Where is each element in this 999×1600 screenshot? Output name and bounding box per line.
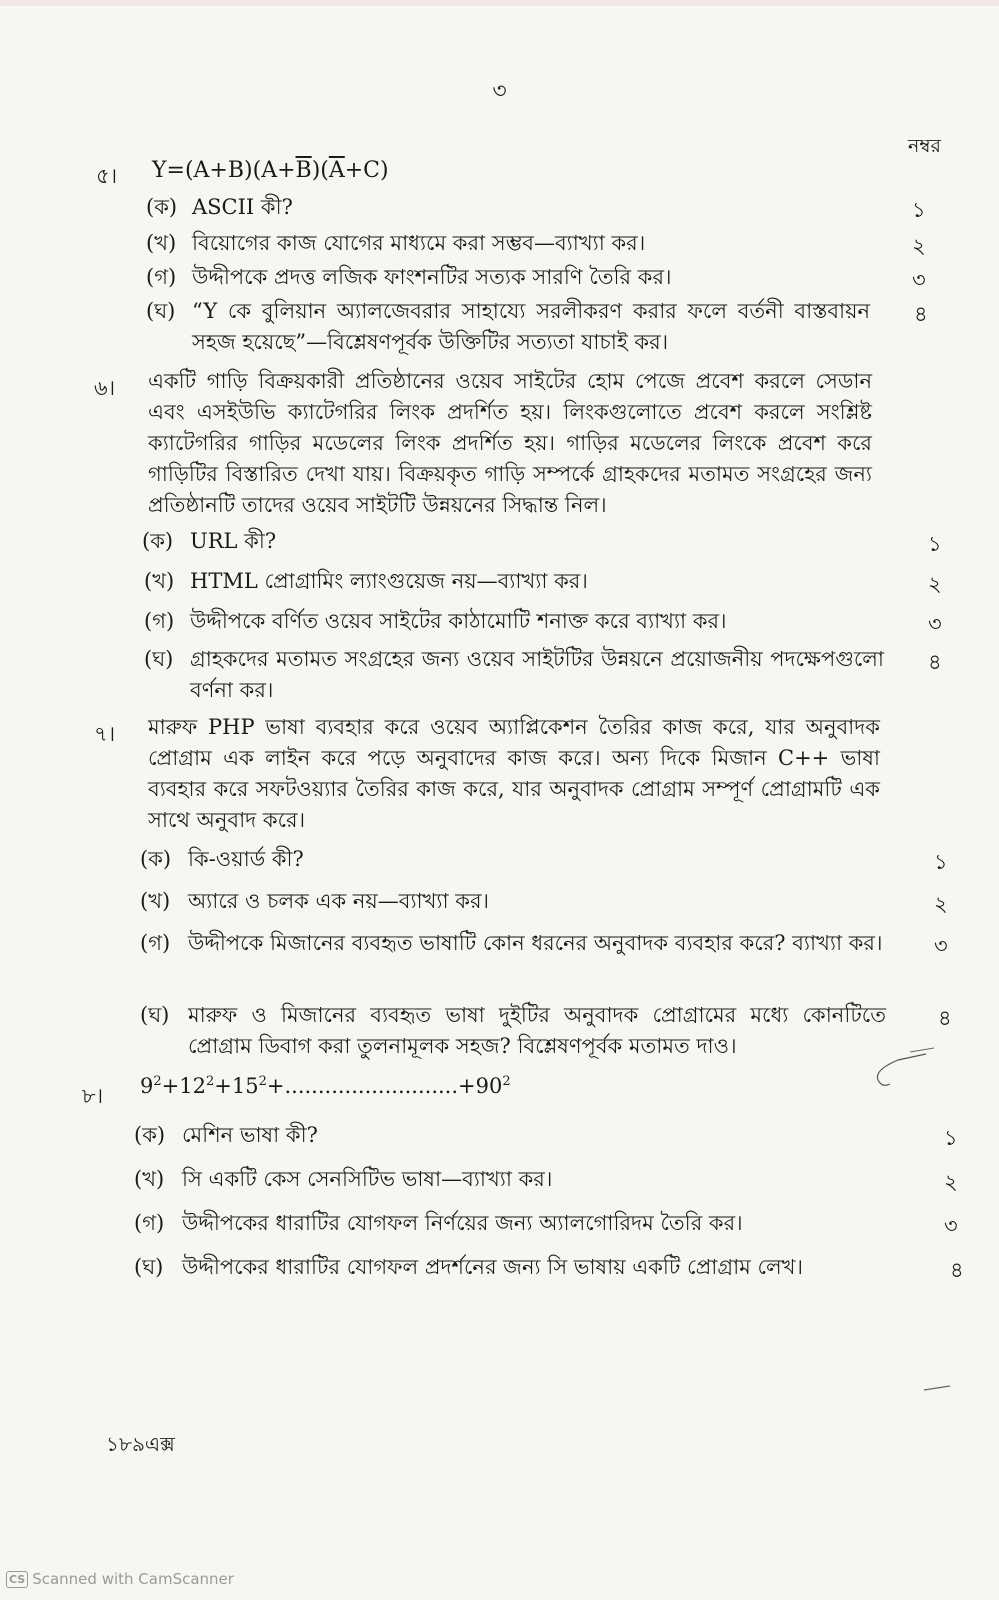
part-label: (গ) <box>140 931 171 955</box>
mark-value: ২ <box>928 572 942 596</box>
camscanner-logo-icon: CS <box>6 1571 28 1588</box>
question-7-part-ka <box>140 844 900 876</box>
question-7-number: ৭। <box>94 722 116 746</box>
question-5-stem: $Y=(A+B)(A+\overline{B})(\overline{A}+C)$ <box>152 158 389 183</box>
part-label: (ক) <box>134 1123 166 1147</box>
question-7-part-ga <box>140 928 886 992</box>
question-8-number: ৮। <box>82 1084 104 1108</box>
part-text: ASCII কী? <box>192 195 293 219</box>
mark-value: ১ <box>944 1126 958 1150</box>
pen-mark <box>860 1046 940 1096</box>
mark-value: ৪ <box>914 302 928 326</box>
question-6-part-gha <box>144 644 884 708</box>
pen-mark <box>920 1380 960 1400</box>
part-text: সি একটি কেস সেনসিটিভ ভাষা—ব্যাখ্যা কর। <box>182 1167 553 1191</box>
top-edge-strip <box>0 0 999 6</box>
part-label: (খ) <box>140 889 171 913</box>
mark-value: ২ <box>912 234 926 258</box>
part-label: (ঘ) <box>140 1003 170 1027</box>
part-label: (খ) <box>134 1167 165 1191</box>
part-text: মেশিন ভাষা কী? <box>182 1123 318 1147</box>
part-label: (ক) <box>140 847 172 871</box>
question-8-part-kha <box>134 1164 914 1196</box>
mark-value: ৪ <box>938 1006 952 1030</box>
question-7-stem: মারুফ PHP ভাষা ব্যবহার করে ওয়েব অ্যাপ্লিকেশন তৈরির কাজ করে, যার অনুবাদক প্রোগ্রাম এক লাইন করে পড়ে অনুবাদের কাজ করে। অন্য দিকে মিজান C++ ভাষা ব্যবহার করে সফটওয়্যার তৈরির কাজ করে, যার অনুবাদক প্রোগ্রাম সম্পূর্ণ প্রোগ্রামটি এক সাথে অনুবাদ করে। <box>148 715 880 832</box>
part-label: (গ) <box>134 1211 165 1235</box>
mark-value: ৩ <box>934 934 948 958</box>
page-number: ৩ <box>492 79 507 104</box>
question-7-part-kha <box>140 886 900 918</box>
paper-code: ১৮৯এক্স <box>106 1432 175 1456</box>
part-label: (ঘ) <box>134 1255 164 1279</box>
part-text: “Y কে বুলিয়ান অ্যালজেবরার সাহায্যে সরলীকরণ করার ফলে বর্তনী বাস্তবায়ন সহজ হয়েছে”—বিশ্লেষণপূর্বক উক্তিটির সত্যতা যাচাই কর। <box>192 299 870 354</box>
mark-value: ১ <box>934 850 948 874</box>
part-text: URL কী? <box>190 529 277 553</box>
part-text: বিয়োগের কাজ যোগের মাধ্যমে করা সম্ভব—ব্যাখ্যা কর। <box>192 231 646 255</box>
question-8-series: $9^2+12^2+15^2+..........................+90^2$ <box>140 1074 511 1098</box>
part-label: (ক) <box>142 529 174 553</box>
mark-value: ৩ <box>944 1214 958 1238</box>
question-5-part-ga <box>146 262 886 294</box>
part-label: (খ) <box>144 569 175 593</box>
part-label: (ক) <box>146 195 178 219</box>
question-6-part-kha <box>144 566 904 598</box>
part-text: কি-ওয়ার্ড কী? <box>188 847 304 871</box>
part-text: উদ্দীপকে বর্ণিত ওয়েব সাইটের কাঠামোটি শনাক্ত করে ব্যাখ্যা কর। <box>190 609 727 633</box>
part-text: অ্যারে ও চলক এক নয়—ব্যাখ্যা কর। <box>188 889 490 913</box>
part-text: গ্রাহকদের মতামত সংগ্রহের জন্য ওয়েব সাইটটির উন্নয়নে প্রয়োজনীয় পদক্ষেপগুলো বর্ণনা কর। <box>190 647 884 702</box>
scanner-watermark <box>6 1570 234 1588</box>
question-5-part-gha <box>146 296 870 360</box>
part-label: (ঘ) <box>144 647 174 671</box>
mark-value: ৪ <box>950 1258 964 1282</box>
part-text: উদ্দীপকে প্রদত্ত লজিক ফাংশনটির সত্যক সারণি তৈরি কর। <box>192 265 672 289</box>
part-label: (গ) <box>146 265 177 289</box>
part-text: উদ্দীপকের ধারাটির যোগফল প্রদর্শনের জন্য সি ভাষায় একটি প্রোগ্রাম লেখ। <box>182 1255 803 1279</box>
question-8-part-ka <box>134 1120 914 1152</box>
part-label: (খ) <box>146 231 177 255</box>
question-5-number: ৫। <box>96 164 118 188</box>
question-5-part-kha <box>146 228 886 260</box>
question-6-part-ka <box>142 526 902 558</box>
mark-value: ২ <box>934 892 948 916</box>
part-text: মারুফ ও মিজানের ব্যবহৃত ভাষা দুইটির অনুবাদক প্রোগ্রামের মধ্যে কোনটিতে প্রোগ্রাম ডিবাগ করা তুলনামূলক সহজ? বিশ্লেষণপূর্বক মতামত দাও। <box>188 1003 886 1058</box>
part-text: HTML প্রোগ্রামিং ল্যাংগুয়েজ নয়—ব্যাখ্যা কর। <box>190 569 588 593</box>
mark-value: ৪ <box>928 650 942 674</box>
watermark-text: Scanned with CamScanner <box>32 1570 234 1588</box>
mark-value: ১ <box>912 198 926 222</box>
mark-value: ৩ <box>912 268 926 292</box>
part-text: উদ্দীপকের ধারাটির যোগফল নির্ণয়ের জন্য অ্যালগোরিদম তৈরি কর। <box>182 1211 743 1235</box>
part-label: (ঘ) <box>146 299 176 323</box>
part-label: (গ) <box>144 609 175 633</box>
marks-column-header: নম্বর <box>908 135 941 157</box>
mark-value: ৩ <box>928 612 942 636</box>
question-6-part-ga <box>144 606 904 638</box>
mark-value: ১ <box>928 532 942 556</box>
question-6-stem: একটি গাড়ি বিক্রয়কারী প্রতিষ্ঠানের ওয়েব সাইটের হোম পেজে প্রবেশ করলে সেডান এবং এসইউভি ক্যাটেগরির লিংক প্রদর্শিত হয়। লিংকগুলোতে প্রবেশ করলে সংশ্লিষ্ট ক্যাটেগরির গাড়ির মডেলের লিংক প্রদর্শিত হয়। গাড়ির মডেলের লিংকে প্রবেশ করে গাড়িটির বিস্তারিত দেখা যায়। বিক্রয়কৃত গাড়ি সম্পর্কে গ্রাহকদের মতামত সংগ্রহের জন্য প্রতিষ্ঠানটি তাদের ওয়েব সাইটটি উন্নয়নের সিদ্ধান্ত নিল। <box>148 369 872 517</box>
mark-value: ২ <box>944 1170 958 1194</box>
question-6-number: ৬। <box>94 376 116 400</box>
question-8-part-ga <box>134 1208 914 1240</box>
question-7-part-gha <box>140 1000 886 1064</box>
part-text: উদ্দীপকে মিজানের ব্যবহৃত ভাষাটি কোন ধরনের অনুবাদক ব্যবহার করে? ব্যাখ্যা কর। <box>188 931 883 955</box>
question-8-part-gha <box>134 1252 924 1284</box>
question-5-part-ka <box>146 192 886 224</box>
